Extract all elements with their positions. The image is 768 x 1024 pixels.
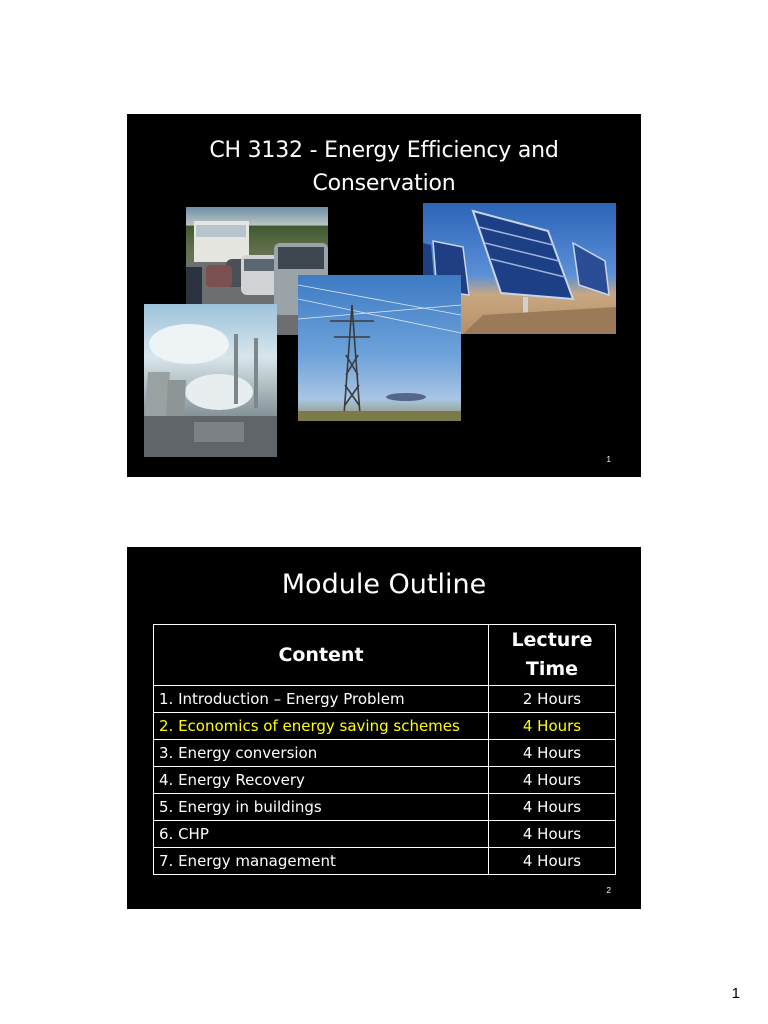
header-content: Content bbox=[154, 625, 489, 686]
table-row bbox=[154, 686, 616, 713]
row-time: 2 Hours bbox=[489, 686, 616, 713]
row-time: 4 Hours bbox=[489, 713, 616, 740]
row-time: 4 Hours bbox=[489, 794, 616, 821]
row-content: 3. Energy conversion bbox=[154, 740, 489, 767]
row-content: 1. Introduction – Energy Problem bbox=[154, 686, 489, 713]
slide-1-number: 1 bbox=[606, 455, 611, 464]
table-row bbox=[154, 740, 616, 767]
row-content: 2. Economics of energy saving schemes bbox=[154, 713, 489, 740]
power-station-photo bbox=[144, 304, 277, 457]
table-row bbox=[154, 767, 616, 794]
electricity-pylon-photo bbox=[298, 275, 461, 421]
slide-2 bbox=[127, 547, 641, 909]
slide-2-title: Module Outline bbox=[281, 569, 487, 600]
slide-1-title bbox=[127, 134, 641, 200]
slide-2-number: 2 bbox=[606, 886, 611, 895]
row-content: 5. Energy in buildings bbox=[154, 794, 489, 821]
row-time: 4 Hours bbox=[489, 821, 616, 848]
header-lecture-time: Lecture Time bbox=[489, 625, 616, 686]
table-row bbox=[154, 794, 616, 821]
page-number: 1 bbox=[731, 985, 740, 1002]
slide-1-title-line-1: CH 3132 - Energy Efficiency and bbox=[209, 138, 559, 163]
slide-1-title-line-2: Conservation bbox=[312, 171, 456, 196]
row-time: 4 Hours bbox=[489, 848, 616, 875]
module-outline-table bbox=[153, 624, 616, 875]
row-content: 4. Energy Recovery bbox=[154, 767, 489, 794]
row-time: 4 Hours bbox=[489, 740, 616, 767]
table-row bbox=[154, 821, 616, 848]
row-time: 4 Hours bbox=[489, 767, 616, 794]
row-content: 7. Energy management bbox=[154, 848, 489, 875]
table-row-highlighted bbox=[154, 713, 616, 740]
table-row bbox=[154, 848, 616, 875]
table-header-row bbox=[154, 625, 616, 686]
row-content: 6. CHP bbox=[154, 821, 489, 848]
slide-1 bbox=[127, 114, 641, 477]
